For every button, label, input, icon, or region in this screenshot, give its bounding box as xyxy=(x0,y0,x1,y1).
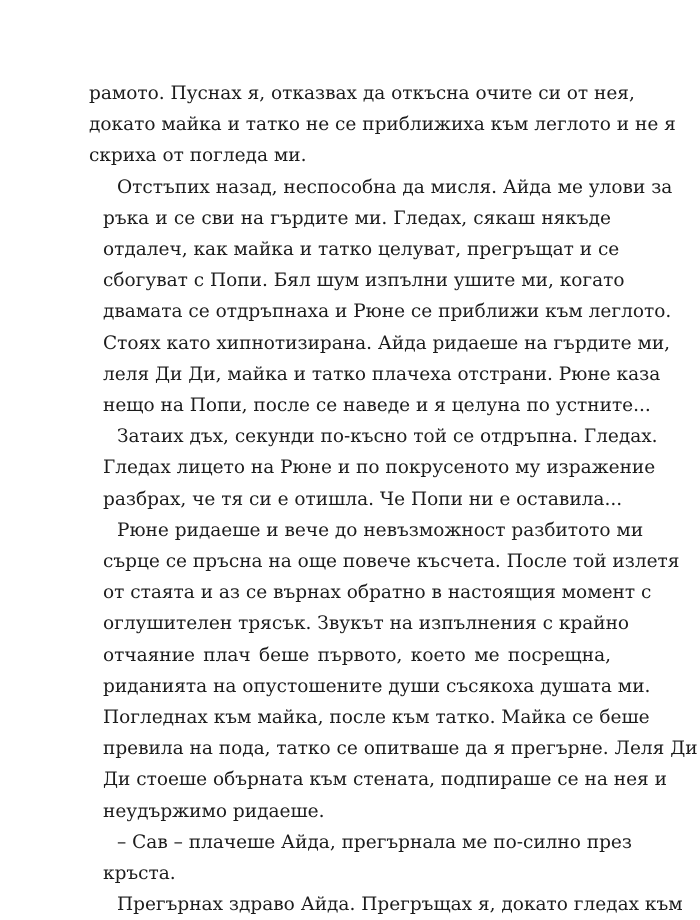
text-line: ръка и се сви на гърдите ми. Гледах, сякаш някъде xyxy=(103,207,611,229)
paragraph xyxy=(89,172,673,422)
text-line: Ди стоеше обърната към стената, подпираше се на нея и xyxy=(103,769,667,791)
text-line: нещо на Попи, после се наведе и я целуна по устните... xyxy=(103,395,651,417)
text-line: двамата се отдръпнаха и Рюне се приближи към леглото. xyxy=(103,301,672,323)
book-page xyxy=(89,78,698,920)
text-line: рамото. Пуснах я, отказвах да откъсна очите си от нея, xyxy=(89,83,635,104)
text-line: Стоях като хипнотизирана. Айда ридаеше на гърдите ми, xyxy=(103,332,671,354)
text-line: Погледнах към майка, после към татко. Майка се беше xyxy=(103,707,650,729)
text-line: сърце се пръсна на още повече късчета. После той излетя xyxy=(103,551,680,573)
text-line: отчаяние плач беше първото, което ме посрещна, xyxy=(103,644,611,666)
text-line: риданията на опустошените души съсякоха душата ми. xyxy=(103,675,651,697)
text-line: скриха от погледа ми. xyxy=(89,145,307,167)
text-line: – Сав – плачеше Айда, прегърнала ме по-силно през xyxy=(117,831,632,853)
text-line: Рюне ридаеше и вече до невъзможност разбитото ми xyxy=(117,519,644,541)
paragraph xyxy=(89,515,698,827)
text-line: сбогуват с Попи. Бял шум изпълни ушите ми, когато xyxy=(103,270,625,292)
text-line: неудържимо ридаеше. xyxy=(103,800,325,822)
paragraph xyxy=(89,421,658,515)
paragraph xyxy=(89,827,632,889)
paragraph xyxy=(89,78,676,172)
text-line: оглушителен трясък. Звукът на изпълнения с крайно xyxy=(103,613,630,635)
text-line: Гледах лицето на Рюне и по покрусеното му изражение xyxy=(103,457,656,479)
text-line: докато майка и татко не се приближиха към леглото и не я xyxy=(89,114,676,136)
text-line: Отстъпих назад, неспособна да мисля. Айда ме улови за xyxy=(117,176,673,198)
text-line: кръста. xyxy=(103,863,176,885)
text-line: отдалеч, как майка и татко целуват, прегръщат и се xyxy=(103,239,620,261)
text-line: превила на пода, татко се опитваше да я прегърне. Леля Ди xyxy=(103,738,698,760)
text-line: от стаята и аз се върнах обратно в настоящия момент с xyxy=(103,582,652,604)
text-line: леля Ди Ди, майка и татко плачеха отстрани. Рюне каза xyxy=(103,363,661,385)
text-line: Затаих дъх, секунди по-късно той се отдръпна. Гледах. xyxy=(117,426,658,448)
text-line: Прегърнах здраво Айда. Прегръщах я, докато гледах към xyxy=(117,894,683,916)
paragraph xyxy=(89,889,683,920)
text-line: разбрах, че тя си е отишла. Че Попи ни е оставила... xyxy=(103,488,623,510)
